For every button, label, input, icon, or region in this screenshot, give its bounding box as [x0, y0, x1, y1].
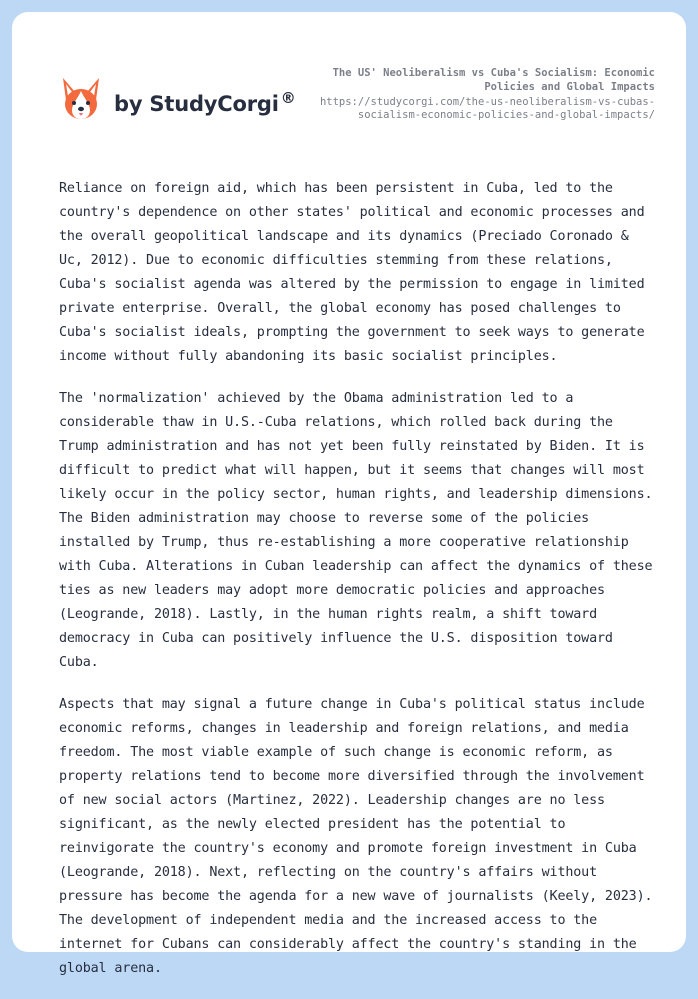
- document-title: The US' Neoliberalism vs Cuba's Socialism: Economic Policies and Global Impacts: [332, 67, 655, 93]
- paragraph-2: The 'normalization' achieved by the Obama administration led to a considerable thaw in U.S.-Cuba relations, which rolled back during the Trump administration and has not yet been fully reinstated by Biden. It is difficult to predict what will happen, but it seems that changes will most likely occur in the policy sector, human rights, and leadership dimensions. The Biden administration may choose to reverse some of the policies installed by Trump, thus re-establishing a more cooperative relationship with Cuba. Alterations in Cuban leadership can affect the dynamics of these ties as new leaders may adopt more democratic policies and approaches (Leogrande, 2018). Lastly, in the human rights realm, a shift toward democracy in Cuba can positively influence the U.S. disposition toward Cuba.: [59, 391, 653, 670]
- registered-mark: ®: [280, 89, 296, 107]
- corgi-icon: [60, 76, 102, 122]
- document-page: [12, 12, 686, 976]
- page-header: [12, 12, 686, 152]
- brand-name-text: by StudyCorgi: [114, 92, 279, 116]
- document-meta: [315, 66, 655, 122]
- brand-name: [114, 89, 296, 116]
- paragraph-1: Reliance on foreign aid, which has been persistent in Cuba, led to the country's dependence on other states' political and economic processes and the overall geopolitical landscape and its dynamics (Preciado Coronado & Uc, 2012). Due to economic difficulties stemming from these relations, Cuba's socialist agenda was altered by the permission to engage in limited private enterprise. Overall, the global economy has posed challenges to Cuba's socialist ideals, prompting the government to seek ways to generate income without fully abandoning its basic socialist principles.: [59, 181, 645, 364]
- document-body: [59, 177, 653, 999]
- paragraph-3: Aspects that may signal a future change in Cuba's political status include economic reforms, changes in leadership and foreign relations, and media freedom. The most viable example of such change is economic reform, as property relations tend to become more diversified through the involvement of new social actors (Martinez, 2022). Leadership changes are no less significant, as the newly elected president has the potential to reinvigorate the country's economy and promote foreign investment in Cuba (Leogrande, 2018). Next, reflecting on the country's affairs without pressure has become the agenda for a new wave of journalists (Keely, 2023). The development of independent media and the increased access to the internet for Cubans can considerably affect the country's standing in the global arena.: [59, 697, 653, 976]
- document-url[interactable]: https://studycorgi.com/the-us-neoliberalism-vs-cubas-socialism-economic-policies-and-global-impacts/: [319, 96, 655, 121]
- studycorgi-logo[interactable]: [60, 74, 310, 134]
